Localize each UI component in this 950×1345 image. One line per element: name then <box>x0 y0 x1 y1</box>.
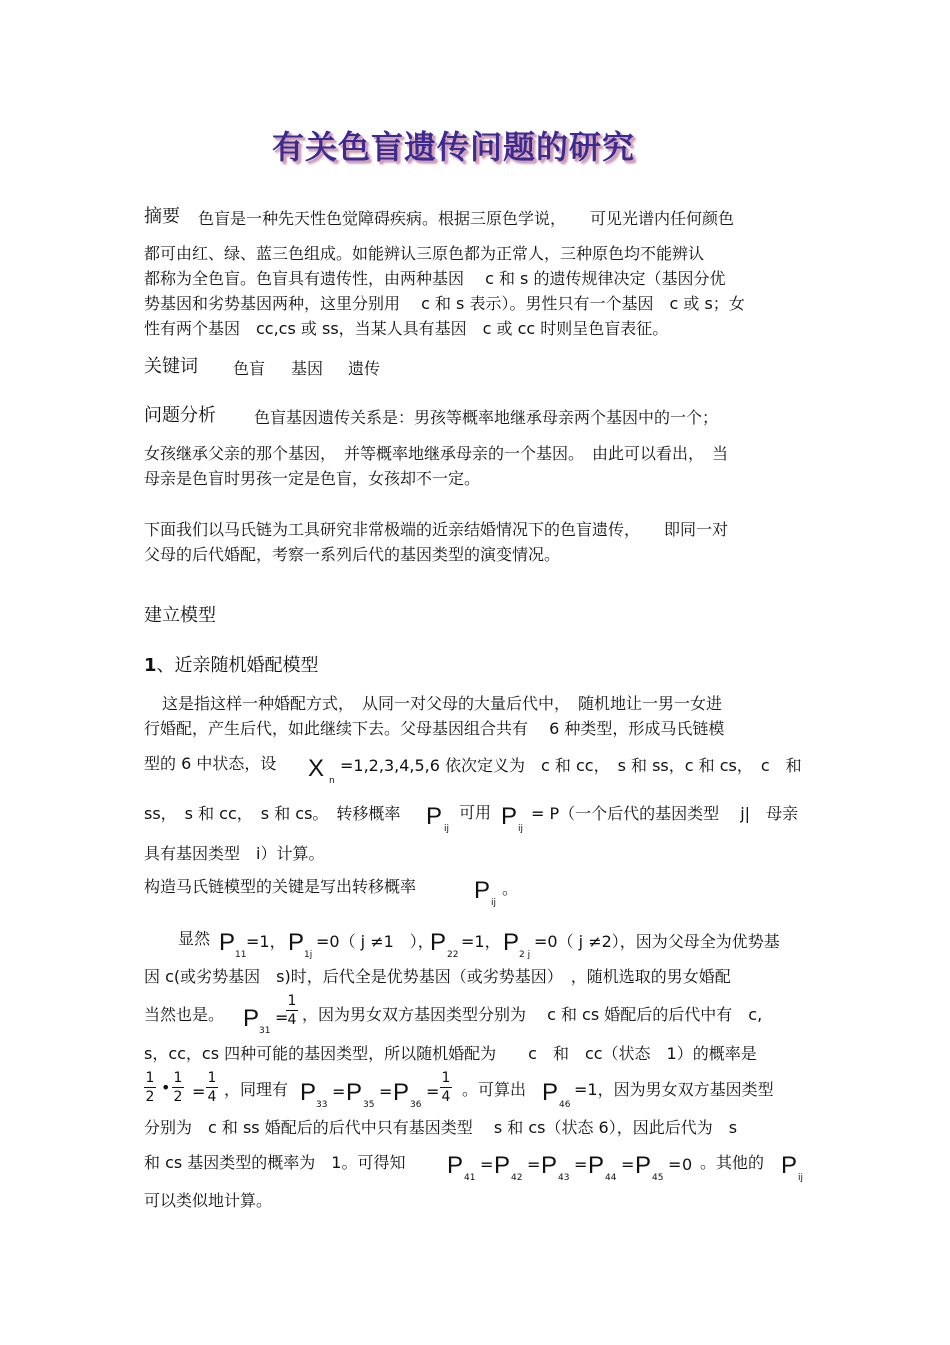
keyword-item: 色盲 <box>233 359 266 378</box>
var-p: P <box>447 1152 464 1179</box>
p3-line-4: s，cc，cs 四种可能的基因类型，所以随机婚配为 c 和 cc（状态 1）的概率是 <box>144 1044 757 1063</box>
p-subscript: 1j <box>304 950 313 960</box>
p-subscript: 36 <box>410 1100 422 1110</box>
abstract-line-4: 势基因和劣势基因两种，这里分别用 c 和 s 表示）。男性只有一个基因 c 或 s；女 <box>144 294 745 313</box>
var-p: P <box>588 1152 605 1179</box>
var-p: P <box>781 1152 798 1179</box>
p-subscript: 45 <box>652 1173 664 1183</box>
fraction: 1 4 <box>287 993 297 1028</box>
equals-sign: = <box>574 1155 588 1174</box>
p3-line-1: =1， <box>461 932 501 951</box>
p3-line-5: ，同理有 <box>224 1080 289 1099</box>
model-line-4b: 可用 <box>459 803 492 822</box>
p-subscript: ij <box>444 824 450 834</box>
var-p: P <box>426 803 443 830</box>
fraction: 1 4 <box>207 1070 217 1105</box>
p3-line-1: =1， <box>246 932 286 951</box>
p3-line-7: 。其他的 <box>700 1153 765 1172</box>
zero-value: 0 <box>682 1155 693 1174</box>
p3-line-6: 分别为 c 和 ss 婚配后的后代中只有基因类型 s 和 cs（状态 6），因此后代为 s <box>144 1118 738 1137</box>
subsection-number: 1 <box>144 655 157 676</box>
subsection-heading <box>144 655 319 677</box>
keywords-label: 关键词 <box>144 356 198 377</box>
equals-sign: = <box>527 1155 541 1174</box>
var-p: P <box>346 1079 363 1106</box>
var-p: P <box>300 1079 317 1106</box>
p-subscript: ij <box>518 824 524 834</box>
abstract-line-3: 都称为全色盲。色盲具有遗传性，由两种基因 c 和 s 的遗传规律决定（基因分优 <box>144 269 726 288</box>
analysis-line-1: 色盲基因遗传关系是：男孩等概率地继承母亲两个基因中的一个； <box>254 408 719 427</box>
p-subscript: 33 <box>316 1100 328 1110</box>
p-subscript: 43 <box>558 1173 570 1183</box>
analysis-label: 问题分析 <box>144 405 216 426</box>
equals-sign: = <box>275 1008 289 1027</box>
p-subscript: 42 <box>511 1173 523 1183</box>
fraction: 1 2 <box>145 1070 155 1105</box>
var-p: P <box>430 929 447 956</box>
p3-line-3: ，因为男女双方基因类型分别为 c 和 cs 婚配后的后代中有 c, <box>302 1005 763 1024</box>
p3-line-5: 。可算出 <box>462 1080 527 1099</box>
p3-line-2: 因 c(或劣势基因 s)时，后代全是优势基因（或劣势基因） ，随机选取的男女婚配 <box>144 967 731 986</box>
p-subscript: ij <box>798 1173 804 1183</box>
equals-sign: = <box>621 1155 635 1174</box>
model-line-5: 具有基因类型 i）计算。 <box>144 844 325 863</box>
p-subscript: 2 j <box>519 950 531 960</box>
var-p: P <box>542 1079 559 1106</box>
var-p: P <box>474 877 491 904</box>
model-line-1: 这是指这样一种婚配方式， 从同一对父母的大量后代中， 随机地让一男一女进 <box>162 694 723 713</box>
analysis-line-2: 女孩继承父亲的那个基因， 并等概率地继承母亲的一个基因。 由此可以看出， 当 <box>144 444 729 463</box>
p3-line-7: 和 cs 基因类型的概率为 1。可得知 <box>144 1153 406 1172</box>
var-x: X <box>308 755 325 782</box>
equals-sign: = <box>332 1082 346 1101</box>
model-line-3a: 型的 6 中状态，设 <box>144 754 277 773</box>
section-heading: 建立模型 <box>144 605 216 626</box>
p3-line-5: =1，因为男女双方基因类型 <box>574 1080 774 1099</box>
p3-line-3: 当然也是。 <box>144 1005 225 1024</box>
abstract-line-2: 都可由红、绿、蓝三色组成。如能辨认三原色都为正常人，三种原色均不能辨认 <box>144 244 705 263</box>
x-subscript: n <box>329 776 335 786</box>
analysis-line-3: 母亲是色盲时男孩一定是色盲，女孩却不一定。 <box>144 469 481 488</box>
p3-line-1: 显然 <box>178 929 211 948</box>
p-subscript: 22 <box>447 950 459 960</box>
var-p: P <box>393 1079 410 1106</box>
dot-operator: • <box>161 1078 171 1097</box>
abstract-line-5: 性有两个基因 cc,cs 或 ss，当某人具有基因 c 或 cc 时则呈色盲表征。 <box>144 319 669 338</box>
equals-sign: = <box>192 1082 206 1101</box>
model-line-4a: ss， s 和 cc， s 和 cs。 转移概率 <box>144 804 401 823</box>
p-subscript: 11 <box>235 950 247 960</box>
equals-sign: = <box>426 1082 440 1101</box>
model-line-2: 行婚配，产生后代，如此继续下去。父母基因组合共有 6 种类型，形成马氏链模 <box>144 719 725 738</box>
equals-sign: = <box>480 1155 494 1174</box>
equals-sign: = <box>379 1082 393 1101</box>
var-p: P <box>243 1005 260 1032</box>
var-p: P <box>635 1152 652 1179</box>
keyword-item: 遗传 <box>348 359 381 378</box>
var-p: P <box>219 929 236 956</box>
p3-line-8: 可以类似地计算。 <box>144 1191 273 1210</box>
var-p: P <box>501 803 518 830</box>
equals-sign: = <box>668 1155 682 1174</box>
fraction: 1 2 <box>173 1070 183 1105</box>
var-p: P <box>288 929 305 956</box>
model-line-4c: = P（一个后代的基因类型 j| 母亲 <box>531 804 799 823</box>
abstract-label: 摘要 <box>144 206 180 227</box>
keyword-item: 基因 <box>291 359 324 378</box>
p-subscript: 35 <box>363 1100 375 1110</box>
intro-line-1: 下面我们以马氏链为工具研究非常极端的近亲结婚情况下的色盲遗传， 即同一对 <box>144 520 729 539</box>
var-p: P <box>541 1152 558 1179</box>
var-p: P <box>494 1152 511 1179</box>
subsection-text: 、近亲随机婚配模型 <box>156 655 319 676</box>
p3-line-1: =0（ j ≠1 ）， <box>316 932 434 951</box>
p-subscript: 41 <box>464 1173 476 1183</box>
model-p2: 构造马氏链模型的关键是写出转移概率 <box>144 877 417 896</box>
p3-line-1: =0（ j ≠2），因为父母全为优势基 <box>534 932 780 951</box>
model-p2-end: 。 <box>502 879 519 898</box>
var-p: P <box>503 929 520 956</box>
fraction: 1 4 <box>441 1070 451 1105</box>
intro-line-2: 父母的后代婚配，考察一系列后代的基因类型的演变情况。 <box>144 545 561 564</box>
p-subscript: 44 <box>605 1173 617 1183</box>
model-line-3b: =1,2,3,4,5,6 依次定义为 c 和 cc， s 和 ss，c 和 cs， c 和 <box>340 756 802 775</box>
document-title: 有关色盲遗传问题的研究 <box>272 128 636 166</box>
p-subscript: ij <box>491 898 497 908</box>
p-subscript: 31 <box>259 1026 271 1036</box>
p-subscript: 46 <box>559 1100 571 1110</box>
abstract-line-1: 色盲是一种先天性色觉障碍疾病。根据三原色学说， 可见光谱内任何颜色 <box>198 209 735 228</box>
